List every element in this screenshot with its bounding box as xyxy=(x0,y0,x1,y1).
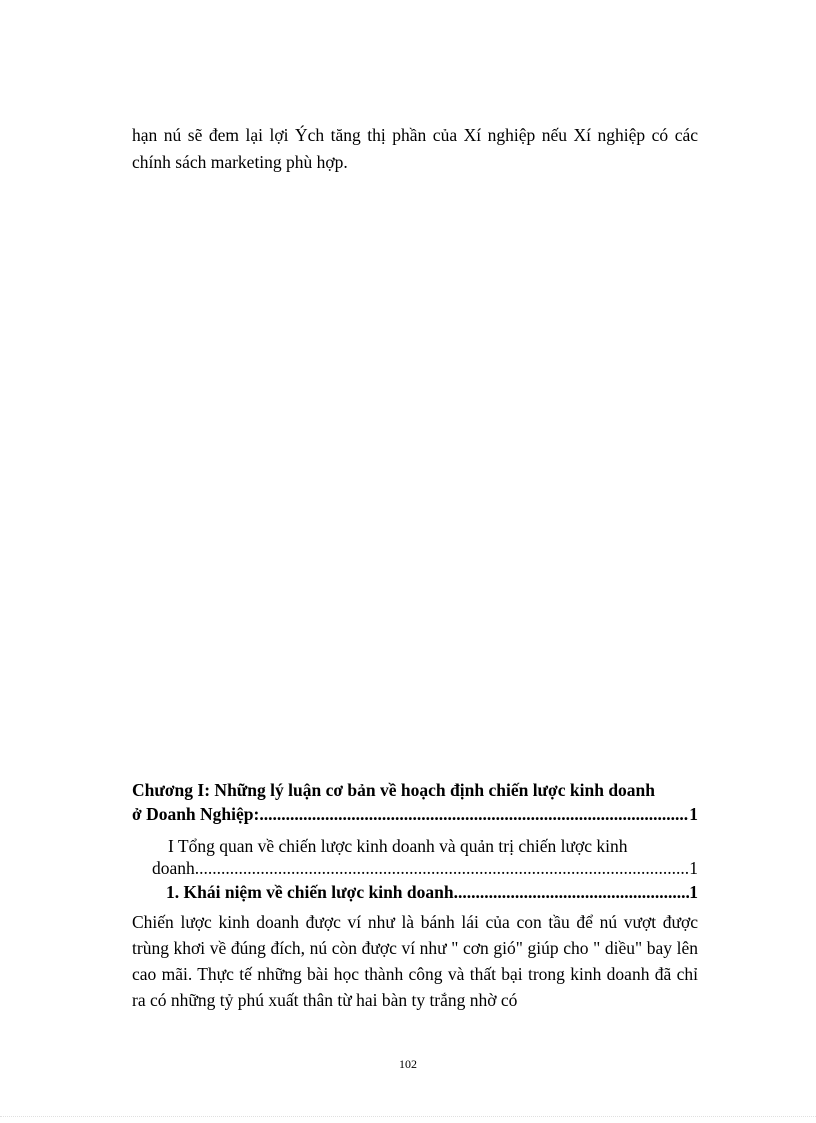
toc-section-1-continuation[interactable] xyxy=(152,858,698,879)
toc-chapter-1-title-end: ở Doanh Nghiệp: xyxy=(132,804,260,824)
page-number: 102 xyxy=(399,1057,417,1071)
toc-chapter-1-page: 1 xyxy=(689,804,698,824)
toc-item-1-page: 1 xyxy=(689,882,698,902)
toc-item-1[interactable] xyxy=(166,882,698,903)
body-paragraph: Chiến lược kinh doanh được ví như là bánh lái của con tầu để nú vượt được trùng khơi về đúng đích, nú còn được ví như " cơn gió" giúp cho " diều" bay lên cao mãi. Thực tế những bài học thành công và thất bại trong kinh doanh đã chỉ ra có những tỷ phú xuất thân từ hai bàn ty trắng nhờ có xyxy=(132,912,698,1010)
toc-section-1-page: 1 xyxy=(689,858,698,878)
page-bottom-divider xyxy=(0,1116,816,1117)
toc-chapter-1-title[interactable]: Chương I: Những lý luận cơ bản về hoạch định chiến lược kinh doanh xyxy=(132,780,656,800)
intro-paragraph: hạn nú sẽ đem lại lợi Ých tăng thị phần của Xí nghiệp nếu Xí nghiệp có các chính sách marketing phù hợp. xyxy=(132,125,698,172)
toc-chapter-1-continuation[interactable] xyxy=(132,804,698,825)
toc-leader-dots xyxy=(454,882,690,903)
toc-leader-dots xyxy=(259,804,689,825)
toc-section-1-title[interactable]: I Tổng quan về chiến lược kinh doanh và quản trị chiến lược kinh xyxy=(168,836,628,856)
toc-section-1-title-end: doanh xyxy=(152,858,195,878)
toc-leader-dots xyxy=(195,858,689,879)
toc-item-1-title: 1. Khái niệm về chiến lược kinh doanh xyxy=(166,882,454,902)
